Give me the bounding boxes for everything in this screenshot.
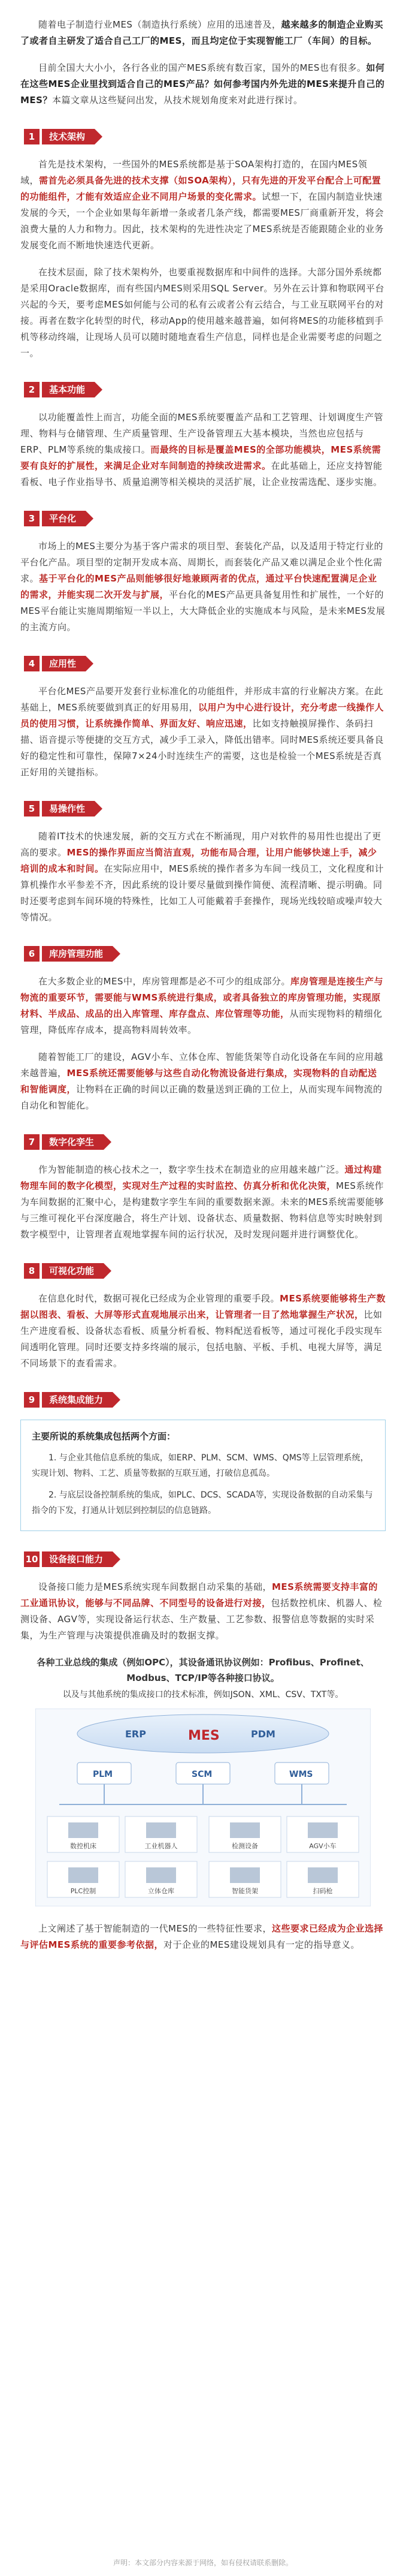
device-label: 立体仓库 (148, 1887, 174, 1895)
section-heading-2 (24, 382, 386, 397)
section-heading-7 (24, 1134, 386, 1150)
highlight: 通过构建物理车间的数字化模型，实现对生产过程的实时监控、仿真分析和优化决策， (20, 1164, 382, 1191)
highlight: 需首先必须具备先进的技术支撑（如SOA架构），只有先进的开发平台配合上可配置的功能组件，才能有效适应企业不同用户场景的变化需求。 (20, 175, 381, 202)
section-8-paragraph-1 (20, 1291, 386, 1372)
section-10-paragraph-1 (20, 1579, 386, 1644)
text: 从而实现物料的精细化管理，降低库存成本，提高物料周转效率。 (20, 1008, 383, 1035)
text: 上文阐述了基于智能制造的一代MES的一些特征性要求， (38, 1923, 272, 1934)
device-glyph (146, 1867, 176, 1883)
intro-1-text: 随着电子制造行业MES（制造执行系统）应用的迅速普及， (38, 19, 281, 30)
text: MES系统作为车间数据的汇聚中心，是构建数字孪生车间的重要数据来源。未来的MES系统需要能够与三维可视化平台深度融合，将生产计划、设备状态、质量数据、物料信息等实时映射到数字模型中，让管理者直观地掌握车间的运行状况，及时发现问题并进行调整优化。 (20, 1180, 384, 1240)
text: 平台化MES产品要开发套行业标准化的功能组件，并形成丰富的行业解决方案。在此基础上，MES系统要做到真正的好用易用， (20, 686, 383, 713)
section-number: 9 (24, 1392, 40, 1408)
text: 在技术层面，除了技术架构外，也要重视数据库和中间件的选择。大部分国外系统都是采用Oracle数据库，而有些国内MES则采用SQL Server。另外在云计算和物联网平台兴起的今天，要考虑MES如何能与公司的私有云或者公有云结合，与工业互联网平台的对接。再者在数字化转型的时代，移动App的使用越来越普遍，如何将MES的功能移植到手机等移动终端，让现场人员可以随时随地查看生产信息，同样也是企业需要考虑的问题之一。 (20, 267, 384, 358)
protocol-summary: 各种工业总线的集成（例如OPC），其设备通讯协议例如：Profibus、Profinet、Modbus、TCP/IP等各种接口协议。 (37, 1657, 369, 1683)
intro-1-bold: 越来越多的制造企业购买了或者自主研发了适合自己工厂的MES，而且均定位于实现智能工厂（车间）的目标。 (20, 19, 383, 46)
highlight: MES系统需要支持丰富的工业通讯协议，能够与不同品牌、不同型号的设备进行对接， (20, 1581, 378, 1608)
section-number: 3 (24, 511, 40, 526)
integration-diagram-svg (35, 1709, 371, 1906)
device-label: 检测设备 (232, 1842, 258, 1850)
device-glyph (68, 1867, 98, 1883)
highlight: 这些要求已经成为企业选择与评估MES系统的重要参考依据， (20, 1923, 383, 1950)
section-heading-6 (24, 946, 386, 962)
erp-label: ERP (125, 1728, 146, 1740)
intro-2-tail: 本篇文章从这些疑问出发，从技术规划角度来对此进行探讨。 (51, 95, 303, 106)
section-title: 基本功能 (42, 382, 95, 397)
interface-standards: 以及与其他系统的集成接口的技术标准，例如JSON、XML、CSV、TXT等。 (62, 1690, 344, 1700)
plm-label: PLM (93, 1770, 113, 1779)
device-label: 工业机器人 (144, 1842, 178, 1850)
info-box-line: 1. 与企业其他信息系统的集成，如ERP、PLM、SCM、WMS、QMS等上层管理系统，实现计划、物料、工艺、质量等数据的互联互通，打破信息孤岛。 (32, 1453, 369, 1478)
text: 市场上的MES主要分为基于客户需求的项目型、套装化产品，以及适用于特定行业的平台化产品。项目型的定制开发成本高、周期长，而套装化产品又难以满足企业个性化需求。 (20, 541, 383, 584)
section-5-paragraph-1 (20, 828, 386, 926)
scm-label: SCM (192, 1770, 213, 1779)
device-label: AGV小车 (309, 1842, 337, 1850)
section-number: 2 (24, 382, 40, 397)
section-heading-4 (24, 656, 386, 671)
section-title: 平台化 (42, 511, 86, 526)
text: 作为智能制造的核心技术之一，数字孪生技术在制造业的应用越来越广泛。 (38, 1164, 345, 1175)
section-title: 数字化孪生 (42, 1134, 104, 1150)
intro-2-bold: 如何在这些MES企业里找到适合自己的MES产品？如何参考国内外先进的MES来提升自己的MES？ (20, 62, 385, 106)
section-heading-1 (24, 129, 386, 144)
wms-label: WMS (289, 1770, 313, 1779)
highlight: MES系统还需要能够与这些自动化物流设备进行集成，实现物料的自动配送和智能调度， (20, 1068, 377, 1095)
section-number: 1 (24, 129, 40, 144)
section-number: 6 (24, 946, 40, 962)
section-6-paragraph-1 (20, 974, 386, 1038)
intro-paragraph-2 (20, 60, 386, 109)
section-title: 可视化功能 (42, 1263, 104, 1279)
text: 首先是技术架构，一些国外的MES系统都是基于SOA架构打造的，在国内MES领域， (20, 159, 368, 186)
device-label: 数控机床 (70, 1842, 96, 1850)
text: 比如支持触摸屏操作、条码扫描、语音提示等便捷的交互方式，减少手工录入，降低出错率。同时MES系统还要具备良好的稳定性和可靠性，保障7×24小时连续生产的需要，这也是检验一个MES系统是否真正好用的关键指标。 (20, 718, 384, 778)
text: 对于企业的MES建设规划具有一定的指导意义。 (163, 1939, 360, 1950)
section-6-paragraph-2 (20, 1049, 386, 1114)
text: 在信息化时代，数据可视化已经成为企业管理的重要手段。 (38, 1293, 280, 1304)
section-2-paragraph-1 (20, 409, 386, 490)
mes-label: MES (188, 1728, 220, 1743)
device-glyph (230, 1822, 260, 1838)
section-heading-5 (24, 801, 386, 817)
highlight: MES的操作界面应当简洁直观，功能布局合理，让用户能够快速上手，减少培训的成本和时间。 (20, 847, 377, 874)
text: 随着智能工厂的建设，AGV小车、立体仓库、智能货架等自动化设备在车间的应用越来越普遍， (20, 1052, 383, 1078)
section-title: 设备接口能力 (42, 1551, 113, 1567)
info-box-title: 主要所说的系统集成包括两个方面： (32, 1431, 176, 1442)
device-glyph (308, 1822, 338, 1838)
device-label: 扫码枪 (313, 1887, 333, 1895)
section-number: 8 (24, 1263, 40, 1279)
section-heading-10 (24, 1551, 386, 1567)
system-integration-diagram (35, 1709, 371, 1906)
device-glyph (68, 1822, 98, 1838)
section-title: 系统集成能力 (42, 1392, 113, 1408)
device-label: 智能货架 (232, 1887, 258, 1895)
closing-paragraph (20, 1921, 386, 1953)
section-7-paragraph-1 (20, 1162, 386, 1243)
section-number: 7 (24, 1134, 40, 1150)
text: 让物料在正确的时间以正确的数量送到正确的工位上，从而实现车间物流的自动化和智能化。 (20, 1084, 383, 1111)
text: 设备接口能力是MES系统实现车间数据自动采集的基础， (38, 1581, 272, 1592)
device-glyph (230, 1867, 260, 1883)
text: 在实际应用中，MES系统的操作者多为车间一线员工，文化程度和计算机操作水平参差不齐，因此系统的设计要尽量做到操作简便、流程清晰、提示明确。同时还要考虑到车间环境的特殊性，比如工人可能戴着手套操作，现场光线较暗或噪声较大等情况。 (20, 863, 384, 923)
section-1-paragraph-2 (20, 264, 386, 361)
section-heading-9 (24, 1392, 386, 1408)
section-4-paragraph-1 (20, 683, 386, 781)
section-title: 技术架构 (42, 129, 95, 144)
text: 平台化的MES产品更具备复用性和扩展性，一个好的MES平台能让实施周期缩短一半以上，大大降低企业的实施成本与风险，是未来MES发展的主流方向。 (20, 589, 386, 632)
device-label: PLC控制 (70, 1887, 96, 1895)
section-heading-8 (24, 1263, 386, 1279)
text: 在此基础上，还应支持智能看板、电子作业指导书、质量追溯等相关模块的灵活扩展，让企业按需选配、逐步实施。 (20, 460, 383, 487)
highlight: 基于平台化的MES产品则能够很好地兼顾两者的优点，通过平台快速配置满足企业的需求，并能实现二次开发与扩展， (20, 573, 377, 600)
highlight: 以用户为中心进行设计，充分考虑一线操作人员的使用习惯，让系统操作简单、界面友好、响应迅速， (20, 702, 384, 729)
section-heading-3 (24, 511, 386, 526)
section-title: 易操作性 (42, 801, 95, 817)
highlight: 库房管理是连接生产与物流的重要环节，需要能与WMS系统进行集成，或者具备独立的库房管理功能，实现原材料、半成品、成品的出入库管理、库存盘点、库位管理等功能， (20, 976, 383, 1019)
device-glyph (308, 1867, 338, 1883)
text: 在大多数企业的MES中，库房管理都是必不可少的组成部分。 (38, 976, 290, 987)
text: 试想一下，在国内制造业快速发展的今天，一个企业如果每年新增一条或者几条产线，都需要MES厂商重新开发，将会浪费大量的人力和物力。因此，技术架构的先进性决定了MES系统是否能跟随企业的业务发展变化而不断地快速迭代更新。 (20, 191, 384, 251)
highlight: MES系统要能够将生产数据以图表、看板、大屏等形式直观地展示出来，让管理者一目了然地掌握生产状况， (20, 1293, 386, 1320)
text: 随着IT技术的快速发展，新的交互方式在不断涌现，用户对软件的易用性也提出了更高的要求。 (20, 831, 381, 858)
section-title: 应用性 (42, 656, 86, 671)
pdm-label: PDM (251, 1728, 275, 1740)
device-glyph (146, 1822, 176, 1838)
section-number: 10 (24, 1551, 40, 1567)
text: 包括数控机床、机器人、检测设备、AGV等，实现设备运行状态、生产数量、工艺参数、报警信息等数据的实时采集，为生产管理与决策提供准确及时的数据支撑。 (20, 1598, 383, 1641)
text: 以功能覆盖性上而言，功能全面的MES系统要覆盖产品和工艺管理、计划调度生产管理、物料与仓储管理、生产质量管理、生产设备管理五大基本模块，当然也应包括与ERP、PLM等系统的集成接口。 (20, 412, 383, 455)
intro-2-text: 目前全国大大小小，各行各业的国产MES系统有数百家，国外的MES也有很多。 (38, 62, 366, 73)
section-number: 4 (24, 656, 40, 671)
intro-paragraph-1 (20, 17, 386, 49)
section-3-paragraph-1 (20, 538, 386, 635)
info-box-line: 2. 与底层设备控制系统的集成，如PLC、DCS、SCADA等，实现设备数据的自动采集与指令的下发，打通从计划层到控制层的信息链路。 (32, 1490, 373, 1516)
section-1-paragraph-1 (20, 156, 386, 254)
footer-disclaimer: 声明：本文部分内容来源于网络，如有侵权请联系删除。 (113, 2559, 293, 2567)
text: 比如生产进度看板、设备状态看板、质量分析看板、物料配送看板等，通过可视化手段实现车间透明化管理。同时还要支持多终端的展示，包括电脑、平板、手机、电视大屏等，满足不同场景下的查看需求。 (20, 1309, 383, 1369)
section-title: 库房管理功能 (42, 946, 113, 962)
integration-info-box (20, 1420, 386, 1531)
highlight: 而最终的目标是覆盖MES的全部功能模块，MES系统需要有良好的扩展性，来满足企业对车间制造的持续改进需求。 (20, 444, 381, 471)
section-number: 5 (24, 801, 40, 817)
